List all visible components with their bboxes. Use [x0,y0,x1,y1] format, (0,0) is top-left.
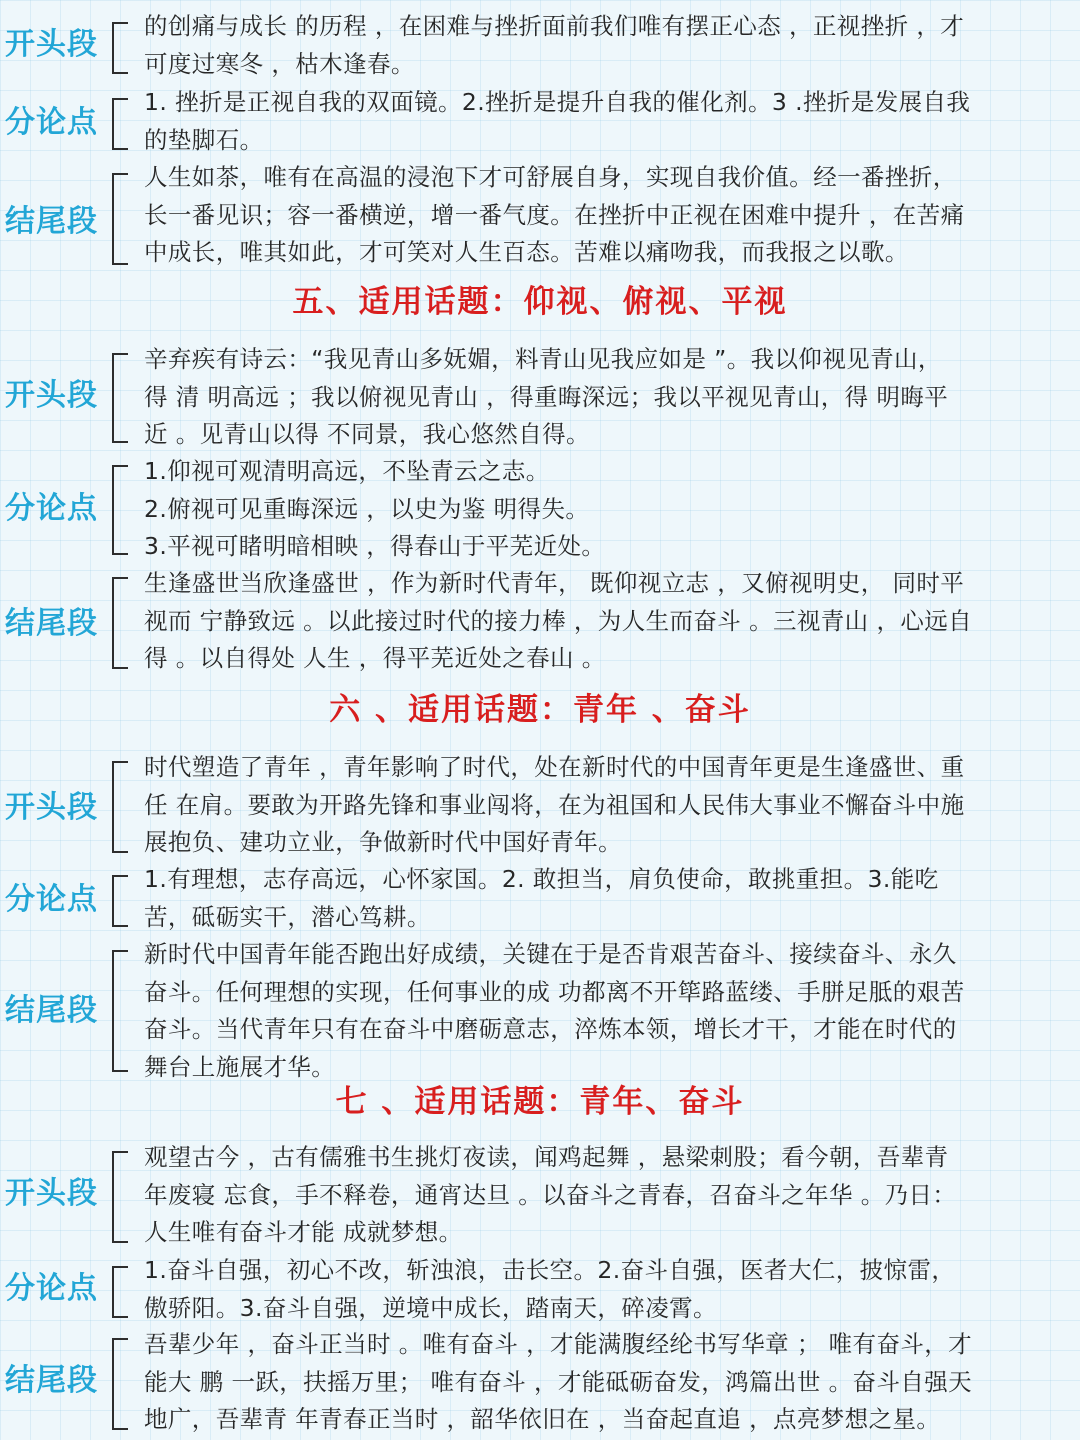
text-line: 1.奋斗自强，初心不改，斩浊浪，击长空。2.奋斗自强，医者大仁，披惊雷， [144,1256,956,1284]
section-text [144,8,1074,83]
text-line: 时代塑造了青年 ，青年影响了时代，处在新时代的中国青年更是生逢盛世、重 [144,753,965,781]
section-opening [0,341,1080,454]
section-text [144,1252,1074,1327]
bracket [112,1338,128,1430]
text-line: 奋斗。当代青年只有在奋斗中磨砺意志，淬炼本领，增长才干，才能在时代的 [144,1015,957,1043]
text-line: 的创痛与成长 的历程 ，在困难与挫折面前我们唯有摆正心态 ，正视挫折 ，才 [144,12,965,40]
text-line: 奋斗。任何理想的实现，任何事业的成 功都离不开筚路蓝缕、手胼足胝的艰苦 [144,977,965,1006]
section-text [144,1139,1074,1252]
section-text [144,84,1074,159]
section-points [0,84,1080,159]
section-label: 分论点 [5,1271,98,1306]
text-line: 展抱负、建功立业，争做新时代中国好青年。 [144,828,622,856]
section-label: 开头段 [5,1176,98,1211]
section-ending [0,159,1080,272]
topic-heading: 七 、适用话题：青年、奋斗 [335,1084,745,1120]
text-line: 年废寝 忘食，手不释卷，通宵达旦 。以奋斗之青春，召奋斗之年华 。乃日： [144,1180,957,1209]
section-text [144,453,1074,566]
topic-heading: 六 、适用话题：青年 、奋斗 [329,692,751,728]
text-line: 1.仰视可观清明高远，不坠青云之志。 [144,457,550,485]
bracket [112,1151,128,1243]
text-line: 得 清 明高远 ；我以俯视见青山 ，得重晦深远；我以平视见青山，得 明晦平 [144,382,949,411]
bracket [112,353,128,443]
section-label: 结尾段 [5,993,98,1028]
topic-heading: 五、适用话题：仰视、俯视、平视 [292,284,788,320]
text-line: 人生如茶，唯有在高温的浸泡下才可舒展自身，实现自我价值。经一番挫折， [144,163,957,191]
bracket [112,22,128,74]
bracket [112,875,128,927]
text-line: 中成长，唯其如此，才可笑对人生百态。苦难以痛吻我，而我报之以歌。 [144,238,909,266]
text-line: 苦，砥砺实干，潜心笃耕。 [144,902,431,931]
section-label: 开头段 [5,378,98,413]
section-points [0,1252,1080,1327]
section-label: 分论点 [5,491,98,526]
text-line: 吾辈少年 ，奋斗正当时 。唯有奋斗 ，才能满腹经纶书写华章 ； 唯有奋斗，才 [144,1330,973,1358]
section-label: 分论点 [5,882,98,917]
section-label: 结尾段 [5,204,98,239]
text-line: 舞台上施展才华。 [144,1052,336,1081]
text-line: 长一番见识；容一番横逆，增一番气度。在挫折中正视在困难中提升 ，在苦痛 [144,200,965,229]
section-ending [0,1326,1080,1439]
text-line: 3.平视可睹明暗相映 ，得春山于平芜近处。 [144,532,606,560]
section-opening [0,1139,1080,1252]
text-line: 2.俯视可见重晦深远 ，以史为鉴 明得失。 [144,494,590,523]
text-line: 辛弃疾有诗云：“我见青山多妩媚，料青山见我应如是 ”。我以仰视见青山， [144,345,942,373]
section-text [144,936,1074,1086]
text-line: 近 。见青山以得 不同景，我心悠然自得。 [144,420,590,448]
bracket [112,761,128,853]
text-line: 得 。以自得处 人生 ，得平芜近处之春山 。 [144,644,606,672]
section-points [0,453,1080,566]
section-label: 分论点 [5,105,98,140]
section-text [144,1326,1074,1439]
text-line: 新时代中国青年能否跑出好成绩，关键在于是否肯艰苦奋斗、接续奋斗、永久 [144,940,957,968]
section-label: 开头段 [5,790,98,825]
bracket [112,1266,128,1318]
text-line: 地广，吾辈青 年青春正当时 ，韶华依旧在 ，当奋起直追 ，点亮梦想之星。 [144,1405,941,1433]
section-text [144,861,1074,936]
bracket [112,465,128,555]
section-label: 结尾段 [5,606,98,641]
section-label: 开头段 [5,27,98,62]
section-ending [0,565,1080,678]
text-line: 的垫脚石。 [144,125,264,154]
text-line: 可度过寒冬 ，枯木逢春。 [144,49,415,78]
section-ending [0,936,1080,1086]
section-points [0,861,1080,936]
section-text [144,565,1074,678]
section-text [144,341,1074,454]
section-label: 结尾段 [5,1363,98,1398]
text-line: 视而 宁静致远 。以此接过时代的接力棒 ，为人生而奋斗 。三视青山 ，心远自 [144,606,973,635]
text-line: 1. 挫折是正视自我的双面镜。2.挫折是提升自我的催化剂。3 .挫折是发展自我 [144,88,971,116]
bracket [112,950,128,1072]
bracket [112,173,128,265]
text-line: 生逢盛世当欣逢盛世 ，作为新时代青年， 既仰视立志 ，又俯视明史， 同时平 [144,569,965,597]
text-line: 人生唯有奋斗才能 成就梦想。 [144,1218,463,1246]
text-line: 1.有理想，志存高远，心怀家国。2. 敢担当，肩负使命，敢挑重担。3.能吃 [144,865,939,893]
section-opening [0,8,1080,83]
section-opening [0,749,1080,862]
text-line: 任 在肩。要敢为开路先锋和事业闯将，在为祖国和人民伟大事业不懈奋斗中施 [144,790,965,819]
text-line: 观望古今 ，古有儒雅书生挑灯夜读，闻鸡起舞 ，悬梁刺股；看今朝，吾辈青 [144,1143,949,1171]
bracket [112,577,128,669]
bracket [112,98,128,150]
text-line: 傲骄阳。3.奋斗自强，逆境中成长，踏南天，碎凌霄。 [144,1293,717,1322]
section-text [144,159,1074,272]
text-line: 能大 鹏 一跃，扶摇万里； 唯有奋斗 ，才能砥砺奋发，鸿篇出世 。奋斗自强天 [144,1367,973,1396]
section-text [144,749,1074,862]
